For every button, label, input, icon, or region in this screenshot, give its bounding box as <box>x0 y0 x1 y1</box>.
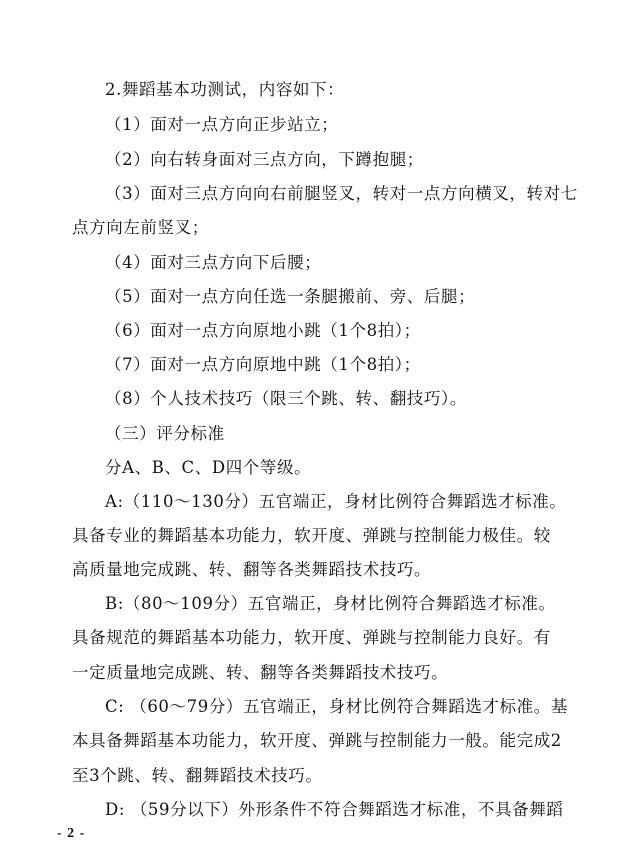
grade-intro: 分A、B、C、D四个等级。 <box>105 458 312 477</box>
page-number: - 2 - <box>57 826 86 841</box>
grade-a-line-1: A:（110～130分）五官端正，身材比例符合舞蹈选才标准。 <box>105 492 567 511</box>
test-item-8: （8）个人技术技巧（限三个跳、转、翻技巧）。 <box>105 389 467 408</box>
grade-b-line-3: 一定质量地完成跳、转、翻等各类舞蹈技术技巧。 <box>72 663 449 682</box>
test-item-5: （5）面对一点方向任选一条腿搬前、旁、后腿； <box>105 287 476 306</box>
grade-a-line-2: 具备专业的舞蹈基本功能力，软开度、弹跳与控制能力极佳。较 <box>72 526 551 545</box>
section-heading-dance-test: 2.舞蹈基本功测试，内容如下： <box>105 80 345 99</box>
test-item-3-line-2: 点方向左前竖叉； <box>72 218 209 237</box>
grade-a-line-3: 高质量地完成跳、转、翻等各类舞蹈技术技巧。 <box>72 560 432 579</box>
grade-c-line-1: C: （60～79分）五官端正，身材比例符合舞蹈选才标准。基 <box>105 697 568 716</box>
grade-c-line-3: 至3个跳、转、翻舞蹈技术技巧。 <box>72 766 323 785</box>
grade-b-line-2: 具备规范的舞蹈基本功能力，软开度、弹跳与控制能力良好。有 <box>72 628 551 647</box>
test-item-1: （1）面对一点方向正步站立； <box>105 115 339 134</box>
grade-c-line-2: 本具备舞蹈基本功能力，软开度、弹跳与控制能力一般。能完成2 <box>72 731 562 750</box>
test-item-7: （7）面对一点方向原地中跳（1个8拍）； <box>105 355 421 374</box>
test-item-6: （6）面对一点方向原地小跳（1个8拍）； <box>105 321 421 340</box>
test-item-4: （4）面对三点方向下后腰； <box>105 253 322 272</box>
grade-b-line-1: B:（80～109分）五官端正，身材比例符合舞蹈选才标准。 <box>105 594 556 613</box>
grade-d-line-1: D: （59分以下）外形条件不符合舞蹈选才标准，不具备舞蹈 <box>105 800 564 819</box>
test-item-3-line-1: （3）面对三点方向向右前腿竖叉，转对一点方向横叉，转对七 <box>105 184 578 203</box>
section-heading-scoring: （三）评分标准 <box>105 424 225 443</box>
test-item-2: （2）向右转身面对三点方向，下蹲抱腿； <box>105 150 424 169</box>
